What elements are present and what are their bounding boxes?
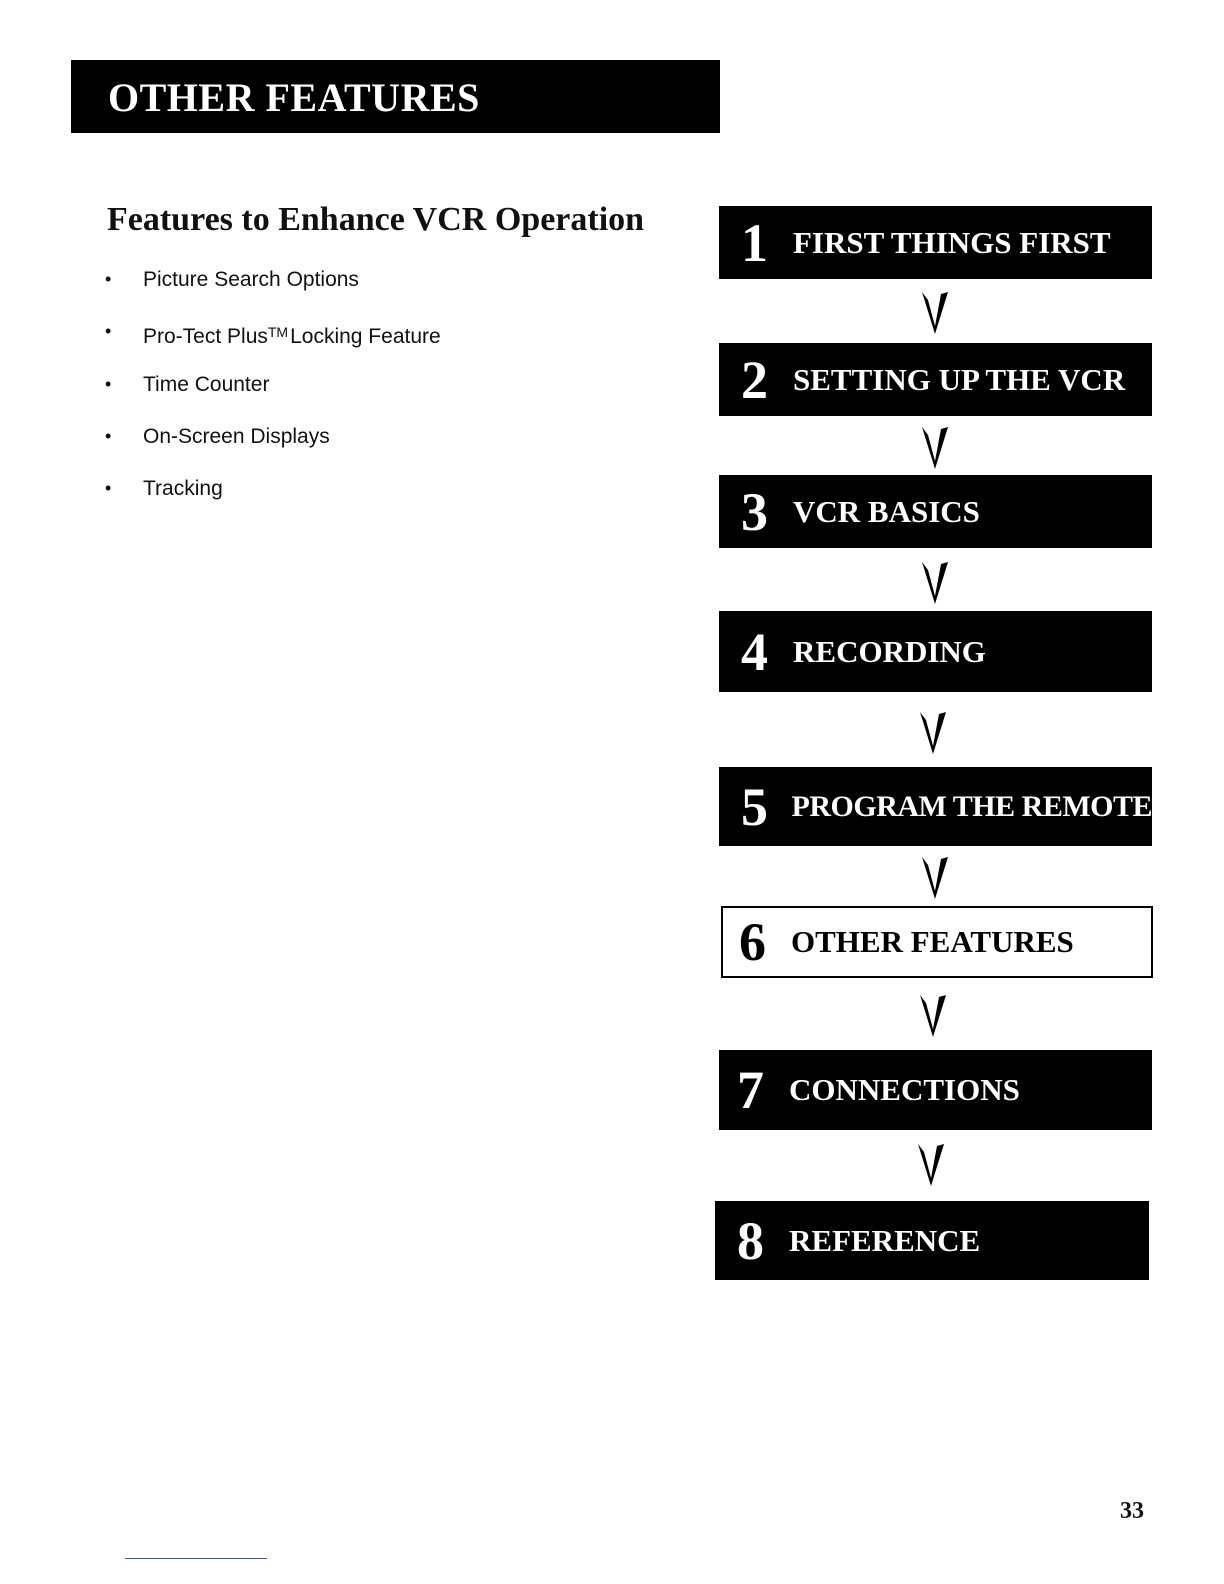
page-title: OTHER FEATURES bbox=[108, 75, 480, 120]
chapter-number: 7 bbox=[737, 1060, 764, 1120]
down-arrow-icon bbox=[920, 855, 950, 901]
chapter-number: 6 bbox=[739, 912, 766, 972]
bullet: • bbox=[105, 373, 112, 394]
bullet: • bbox=[105, 321, 112, 342]
chapter-number: 5 bbox=[741, 776, 768, 837]
trademark-mark: TM bbox=[267, 324, 289, 341]
chapter-step-8 bbox=[715, 1201, 1149, 1280]
feature-text: Time Counter bbox=[143, 372, 270, 396]
chapter-number: 2 bbox=[741, 349, 768, 410]
down-arrow-icon bbox=[916, 1142, 946, 1188]
chapter-label: OTHER FEATURES bbox=[791, 924, 1074, 959]
feature-text: Tracking bbox=[143, 477, 223, 501]
chapter-label: PROGRAM THE REMOTE bbox=[791, 789, 1152, 823]
chapter-label: SETTING UP THE VCR bbox=[793, 361, 1126, 397]
chapter-step-4 bbox=[719, 611, 1152, 692]
feature-text: On-Screen Displays bbox=[143, 424, 330, 448]
feature-text-after: Locking Feature bbox=[290, 325, 441, 349]
list-item bbox=[105, 369, 441, 421]
header-bar bbox=[71, 60, 720, 133]
chapter-label: RECORDING bbox=[793, 633, 986, 669]
down-arrow-icon bbox=[920, 560, 950, 606]
chapter-step-2 bbox=[719, 343, 1152, 416]
section-heading: Features to Enhance VCR Operation bbox=[107, 201, 645, 238]
down-arrow-icon bbox=[920, 290, 950, 336]
feature-list bbox=[105, 264, 441, 525]
down-arrow-icon bbox=[918, 993, 948, 1039]
footer-rule bbox=[125, 1558, 267, 1559]
chapter-number: 3 bbox=[741, 481, 768, 542]
feature-text-main: Pro-Tect Plus bbox=[143, 325, 268, 349]
down-arrow-icon bbox=[920, 425, 950, 471]
down-arrow-icon bbox=[918, 710, 948, 756]
chapter-step-6-current bbox=[721, 906, 1153, 978]
list-item bbox=[105, 421, 441, 473]
page-number: 33 bbox=[1120, 1498, 1144, 1524]
chapter-label: REFERENCE bbox=[789, 1222, 981, 1258]
chapter-number: 1 bbox=[741, 212, 768, 273]
chapter-label: CONNECTIONS bbox=[789, 1072, 1020, 1107]
bullet: • bbox=[105, 425, 112, 446]
feature-text bbox=[143, 316, 441, 353]
list-item bbox=[105, 264, 441, 316]
chapter-number: 4 bbox=[741, 621, 768, 682]
chapter-step-5 bbox=[719, 767, 1152, 846]
chapter-step-7 bbox=[719, 1050, 1152, 1130]
chapter-number: 8 bbox=[737, 1210, 764, 1271]
chapter-label: VCR BASICS bbox=[793, 493, 980, 529]
list-item bbox=[105, 316, 441, 368]
bullet: • bbox=[105, 478, 112, 499]
feature-text: Picture Search Options bbox=[143, 268, 359, 291]
list-item bbox=[105, 473, 441, 525]
bullet: • bbox=[105, 269, 112, 289]
chapter-step-1 bbox=[719, 206, 1152, 279]
chapter-label: FIRST THINGS FIRST bbox=[793, 224, 1111, 260]
chapter-step-3 bbox=[719, 475, 1152, 548]
